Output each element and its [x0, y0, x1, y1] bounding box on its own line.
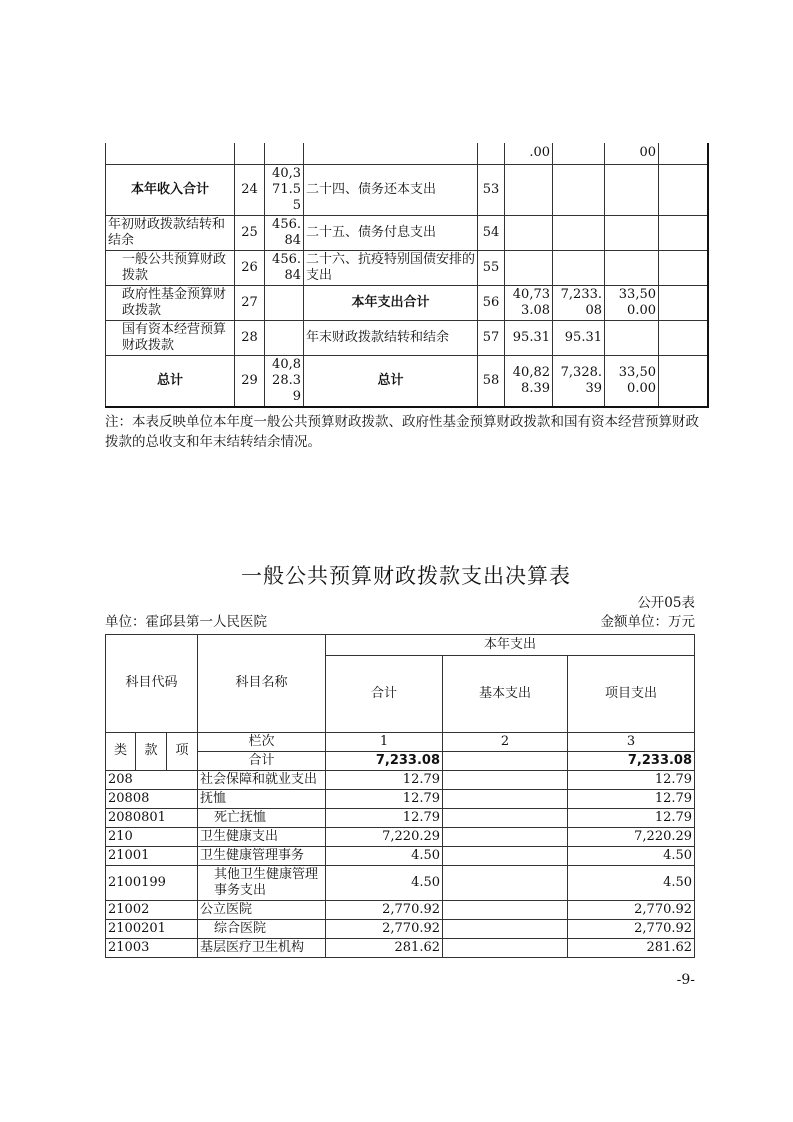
expense-value [553, 164, 605, 215]
total-project: 7,233.08 [568, 751, 695, 770]
expense-value [553, 215, 605, 250]
table-row [106, 355, 708, 407]
form-number-line [105, 594, 695, 613]
header-name: 科目名称 [198, 634, 326, 732]
amount-project: 2,770.92 [568, 919, 695, 938]
total-amount: 7,233.08 [326, 751, 443, 770]
income-amount: 456.84 [265, 215, 304, 250]
expense-value: 95.31 [505, 320, 553, 355]
amount-total: 2,770.92 [326, 900, 443, 919]
expense-value [605, 215, 659, 250]
subject-code: 21001 [106, 846, 198, 865]
expense-value: 33,500.00 [605, 285, 659, 320]
expense-value: 33,500.00 [605, 355, 659, 407]
amount-project: 12.79 [568, 770, 695, 789]
expense-value: 7,233.08 [553, 285, 605, 320]
income-item-label: 总计 [106, 355, 235, 407]
subject-name: 基层医疗卫生机构 [198, 938, 326, 957]
cell-value: 00 [605, 143, 659, 164]
income-amount: 40,371.55 [265, 164, 304, 215]
subject-name: 其他卫生健康管理事务支出 [198, 865, 326, 900]
income-amount: 456.84 [265, 250, 304, 285]
amount-total: 281.62 [326, 938, 443, 957]
table-row [106, 808, 695, 827]
income-line-number: 29 [235, 355, 265, 407]
table-note: 注：本表反映单位本年度一般公共预算财政拨款、政府性基金预算财政拨款和国有资本经营预算财政拨款的总收支和年末结转结余情况。 [105, 413, 699, 450]
subject-name: 综合医院 [198, 919, 326, 938]
empty-cell [235, 143, 265, 164]
expense-item-label: 总计 [304, 355, 478, 407]
amount-project: 7,220.29 [568, 827, 695, 846]
subject-code: 2080801 [106, 808, 198, 827]
table-row [106, 770, 695, 789]
table-row [106, 827, 695, 846]
header-row [106, 634, 695, 655]
table-row [106, 846, 695, 865]
subject-code: 2100201 [106, 919, 198, 938]
income-line-number: 28 [235, 320, 265, 355]
amount-basic [443, 770, 568, 789]
empty-cell [265, 143, 304, 164]
amount-basic [443, 919, 568, 938]
table-row [106, 919, 695, 938]
amount-total: 7,220.29 [326, 827, 443, 846]
amount-project: 4.50 [568, 865, 695, 900]
income-amount: 40,828.39 [265, 355, 304, 407]
income-item-label: 一般公共预算财政拨款 [106, 250, 235, 285]
expense-value: 40,828.39 [505, 355, 553, 407]
form-number: 公开05表 [637, 594, 695, 611]
expense-line-number: 57 [478, 320, 505, 355]
header-total: 合计 [326, 655, 443, 732]
table-row [106, 285, 708, 320]
income-item-label: 政府性基金预算财政拨款 [106, 285, 235, 320]
amount-total: 12.79 [326, 808, 443, 827]
expense-line-number: 53 [478, 164, 505, 215]
income-amount [265, 285, 304, 320]
amount-total: 4.50 [326, 865, 443, 900]
income-amount [265, 320, 304, 355]
subject-code: 210 [106, 827, 198, 846]
expense-item-label: 二十五、债务付息支出 [304, 215, 478, 250]
empty-cell [659, 143, 708, 164]
amount-basic [443, 938, 568, 957]
income-line-number: 27 [235, 285, 265, 320]
empty-cell [478, 143, 505, 164]
page-number: -9- [676, 971, 695, 988]
income-line-number: 24 [235, 164, 265, 215]
subject-code: 208 [106, 770, 198, 789]
column-label: 栏次 [198, 732, 326, 751]
expense-item-label: 二十四、债务还本支出 [304, 164, 478, 215]
amount-total: 12.79 [326, 770, 443, 789]
expense-item-label: 年末财政拨款结转和结余 [304, 320, 478, 355]
page-title: 一般公共预算财政拨款支出决算表 [241, 563, 571, 588]
amount-basic [443, 865, 568, 900]
header-code: 科目代码 [106, 634, 198, 732]
expense-value [659, 285, 708, 320]
expense-value [659, 164, 708, 215]
subject-name: 公立医院 [198, 900, 326, 919]
income-line-number: 26 [235, 250, 265, 285]
amount-project: 4.50 [568, 846, 695, 865]
amount-project: 12.79 [568, 789, 695, 808]
income-item-label: 年初财政拨款结转和结余 [106, 215, 235, 250]
amount-basic [443, 846, 568, 865]
table-row [106, 143, 708, 164]
table-row [106, 938, 695, 957]
subject-code: 20808 [106, 789, 198, 808]
expense-value [505, 164, 553, 215]
amount-total: 4.50 [326, 846, 443, 865]
income-item-label: 国有资本经营预算财政拨款 [106, 320, 235, 355]
expense-value: 7,328.39 [553, 355, 605, 407]
subject-code: 21002 [106, 900, 198, 919]
expense-item-label: 本年支出合计 [304, 285, 478, 320]
column-number: 2 [443, 732, 568, 751]
amount-basic [443, 808, 568, 827]
cell-value: .00 [505, 143, 553, 164]
header-group: 本年支出 [326, 634, 695, 655]
subject-name: 卫生健康支出 [198, 827, 326, 846]
amount-project: 2,770.92 [568, 900, 695, 919]
expense-value [605, 250, 659, 285]
amount-project: 12.79 [568, 808, 695, 827]
header-basic: 基本支出 [443, 655, 568, 732]
header-xiang: 项 [167, 732, 198, 770]
header-lei: 类 [106, 732, 136, 770]
expense-value [505, 250, 553, 285]
expense-value [605, 320, 659, 355]
amount-basic [443, 827, 568, 846]
table-row [106, 865, 695, 900]
table-row [106, 789, 695, 808]
expense-line-number: 55 [478, 250, 505, 285]
subject-code: 21003 [106, 938, 198, 957]
expense-line-number: 58 [478, 355, 505, 407]
expense-item-label: 二十六、抗疫特别国债安排的支出 [304, 250, 478, 285]
amount-project: 281.62 [568, 938, 695, 957]
expense-value [553, 250, 605, 285]
total-basic [443, 751, 568, 770]
unit-line [105, 613, 695, 632]
expense-line-number: 54 [478, 215, 505, 250]
expense-value [505, 215, 553, 250]
column-number: 1 [326, 732, 443, 751]
table-row [106, 164, 708, 215]
column-number: 3 [568, 732, 695, 751]
subject-name: 抚恤 [198, 789, 326, 808]
income-item-label: 本年收入合计 [106, 164, 235, 215]
expense-value: 95.31 [553, 320, 605, 355]
expense-value [659, 355, 708, 407]
income-expense-summary-table [105, 143, 709, 408]
table-row [106, 250, 708, 285]
amount-basic [443, 900, 568, 919]
column-number-row [106, 732, 695, 751]
amount-total: 2,770.92 [326, 919, 443, 938]
empty-cell [553, 143, 605, 164]
header-kuan: 款 [136, 732, 167, 770]
amount-basic [443, 789, 568, 808]
expense-value [659, 215, 708, 250]
subject-name: 卫生健康管理事务 [198, 846, 326, 865]
table-row [106, 320, 708, 355]
header-project: 项目支出 [568, 655, 695, 732]
total-label: 合计 [198, 751, 326, 770]
income-line-number: 25 [235, 215, 265, 250]
expense-value [659, 320, 708, 355]
expense-line-number: 56 [478, 285, 505, 320]
table-row [106, 215, 708, 250]
subject-name: 社会保障和就业支出 [198, 770, 326, 789]
amount-total: 12.79 [326, 789, 443, 808]
expense-value [659, 250, 708, 285]
empty-cell [106, 143, 235, 164]
expense-value [605, 164, 659, 215]
unit-label: 单位：霍邱县第一人民医院 [105, 613, 267, 630]
subject-name: 死亡抚恤 [198, 808, 326, 827]
empty-cell [304, 143, 478, 164]
expense-value: 40,733.08 [505, 285, 553, 320]
general-budget-expenditure-table [105, 634, 695, 958]
subject-code: 2100199 [106, 865, 198, 900]
table-row [106, 900, 695, 919]
money-unit-label: 金额单位：万元 [600, 613, 695, 630]
